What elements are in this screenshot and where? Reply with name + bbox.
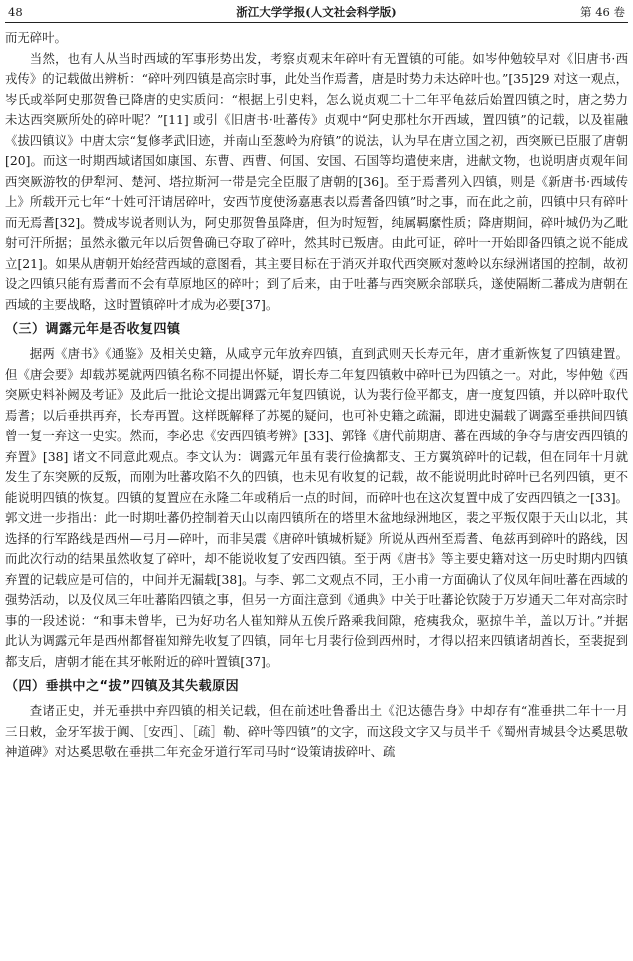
paragraph: 查诸正史，并无垂拱中弃四镇的相关记载，但在前述吐鲁番出土《氾达德告身》中却存有“准垂拱二年十一月三日敕，金牙军拔于阗、［安西］、［疏］勒、碎叶等四镇”的文字，而这段文字又与员半千《蜀州青城县令达奚思敬神道碑》对达奚思敬在垂拱二年充金牙道行军司马时“设策请拔碎叶、疏 <box>5 703 628 759</box>
section-heading-4: （四）垂拱中之“拔”四镇及其失载原因 <box>5 679 240 694</box>
section-heading-3: （三）调露元年是否收复四镇 <box>5 322 181 337</box>
paragraph-continuation: 而无碎叶。 <box>5 30 67 45</box>
article-body <box>5 28 628 957</box>
paragraph: 据两《唐书》《通鉴》及相关史籍，从咸亨元年放弃四镇，直到武则天长寿元年，唐才重新恢复了四镇建置。但《唐会要》却载苏冕就两四镇名称不同提出怀疑，谓长寿二年复四镇敕中碎叶已为四镇之一。对此，岑仲勉《西突厥史料补阙及考证》及此后一批论文提出调露元年复四镇说，认为裴行俭平都支，唐一度复四镇，并以碎叶取代焉耆；以后垂拱再弃，长寿再置。这样既解释了苏冕的疑问，也可补史籍之疏漏，即进史漏载了调露至垂拱间四镇曾一复一弃这一史实。然而，李必忠《安西四镇考辨》[33]、郭锋《唐代前期唐、蕃在西域的争夺与唐安西四镇的弃置》[38] 诸文不同意此观点。李文认为：调露元年虽有裴行俭擒都支、王方翼筑碎叶的记载，但在同年十月就发生了东突厥的反叛，而刚为吐蕃攻陷不久的四镇，也未见有收复的记载，故不能说明此时碎叶已名列四镇，更不能说明四镇的恢复。四镇的复置应在永隆二年或稍后一点的时间，而碎叶也在这次复置中成了安西四镇之一[33]。郭文进一步指出：此一时期吐蕃仍控制着天山以南四镇所在的塔里木盆地绿洲地区，裴之平叛仅限于天山以北，其选择的行军路线是西州—弓月—碎叶，而非吴震《唐碎叶镇城析疑》所说从西州至焉耆、龟兹再到碎叶的路线，因而此次行动的结果虽然收复了碎叶，却不能说收复了安西四镇。至于两《唐书》等主要史籍对这一历史时期内四镇弃置的记载应是可信的，中间并无漏载[38]。与李、郭二文观点不同，王小甫一方面确认了仪凤年间吐蕃在西域的强势活动，以及仪凤三年吐蕃陷四镇之事，但另一方面注意到《通典》中关于吐蕃论钦陵于万岁通天二年对高宗时事的一段述说：“和事未曾毕，已为好功名人崔知辩从五俟斤路乘我间隙，疮痍我众，驱掠牛羊，盖以万计。”并据此认为调露元年是西州都督崔知辩先收复了四镇，同年七月裴行俭到西州时，才得以招来四镇诸胡酋长，至裴捉到都支后，唐朝才能在其牙帐附近的碎叶置镇[37]。 <box>5 346 628 669</box>
paragraph: 当然，也有人从当时西域的军事形势出发，考察贞观末年碎叶有无置镇的可能。如岑仲勉较早对《旧唐书·西戎传》的记载做出辨析：“碎叶列四镇是高宗时事，此处当作焉耆，唐是时势力未达碎叶也。”[35]29 对这一观点，岑氏或举阿史那贺鲁已降唐的史实质问：“根据上引史料，怎么说贞观二十二年平龟兹后始置四镇之时，唐之势力未达西突厥所处的碎叶呢？”[11] 或引《旧唐书·吐蕃传》贞观中“阿史那杜尔开西域，置四镇”的记载，以及崔融《拔四镇议》中唐太宗“复修孝武旧迹，并南山至葱岭为府镇”的说法，认为早在唐立国之初，西突厥已臣服了唐朝[20]。而这一时期西域诸国如康国、东曹、西曹、何国、安国、石国等均遣使来唐，进献文物，也说明唐贞观年间西突厥游牧的伊犁河、楚河、塔拉斯河一带是完全臣服了唐朝的[36]。至于焉耆列入四镇，则是《新唐书·西域传上》所载开元七年“十姓可汗请居碎叶，安西节度使汤嘉惠表以焉耆备四镇”时之事，而在此之前，四镇中只有碎叶而无焉耆[32]。赞成岑说者则认为，阿史那贺鲁虽降唐，但为时短暂，纯属羁縻性质；降唐期间，碎叶城仍为乙毗射可汗所据；虽然永徽元年以后贺鲁确已夺取了碎叶，然其时已叛唐。由此可证，碎叶一开始即备四镇之说不能成立[21]。如果从唐朝开始经营西域的意图看，其主要目标在于消灭并取代西突厥对葱岭以东绿洲诸国的控制，故初设之四镇只能有焉耆而不会有草原地区的碎叶；到了后来，由于吐蕃与西突厥余部联兵，遂使隔断二蕃成为唐朝在西域的主要战略，这时置镇碎叶才成为必要[37]。 <box>5 50 628 312</box>
header-rule <box>5 22 628 23</box>
page-number: 48 <box>8 5 23 19</box>
volume-label: 第 46 卷 <box>580 5 625 19</box>
running-header <box>8 4 625 20</box>
journal-title: 浙江大学学报(人文社会科学版) <box>236 5 397 19</box>
